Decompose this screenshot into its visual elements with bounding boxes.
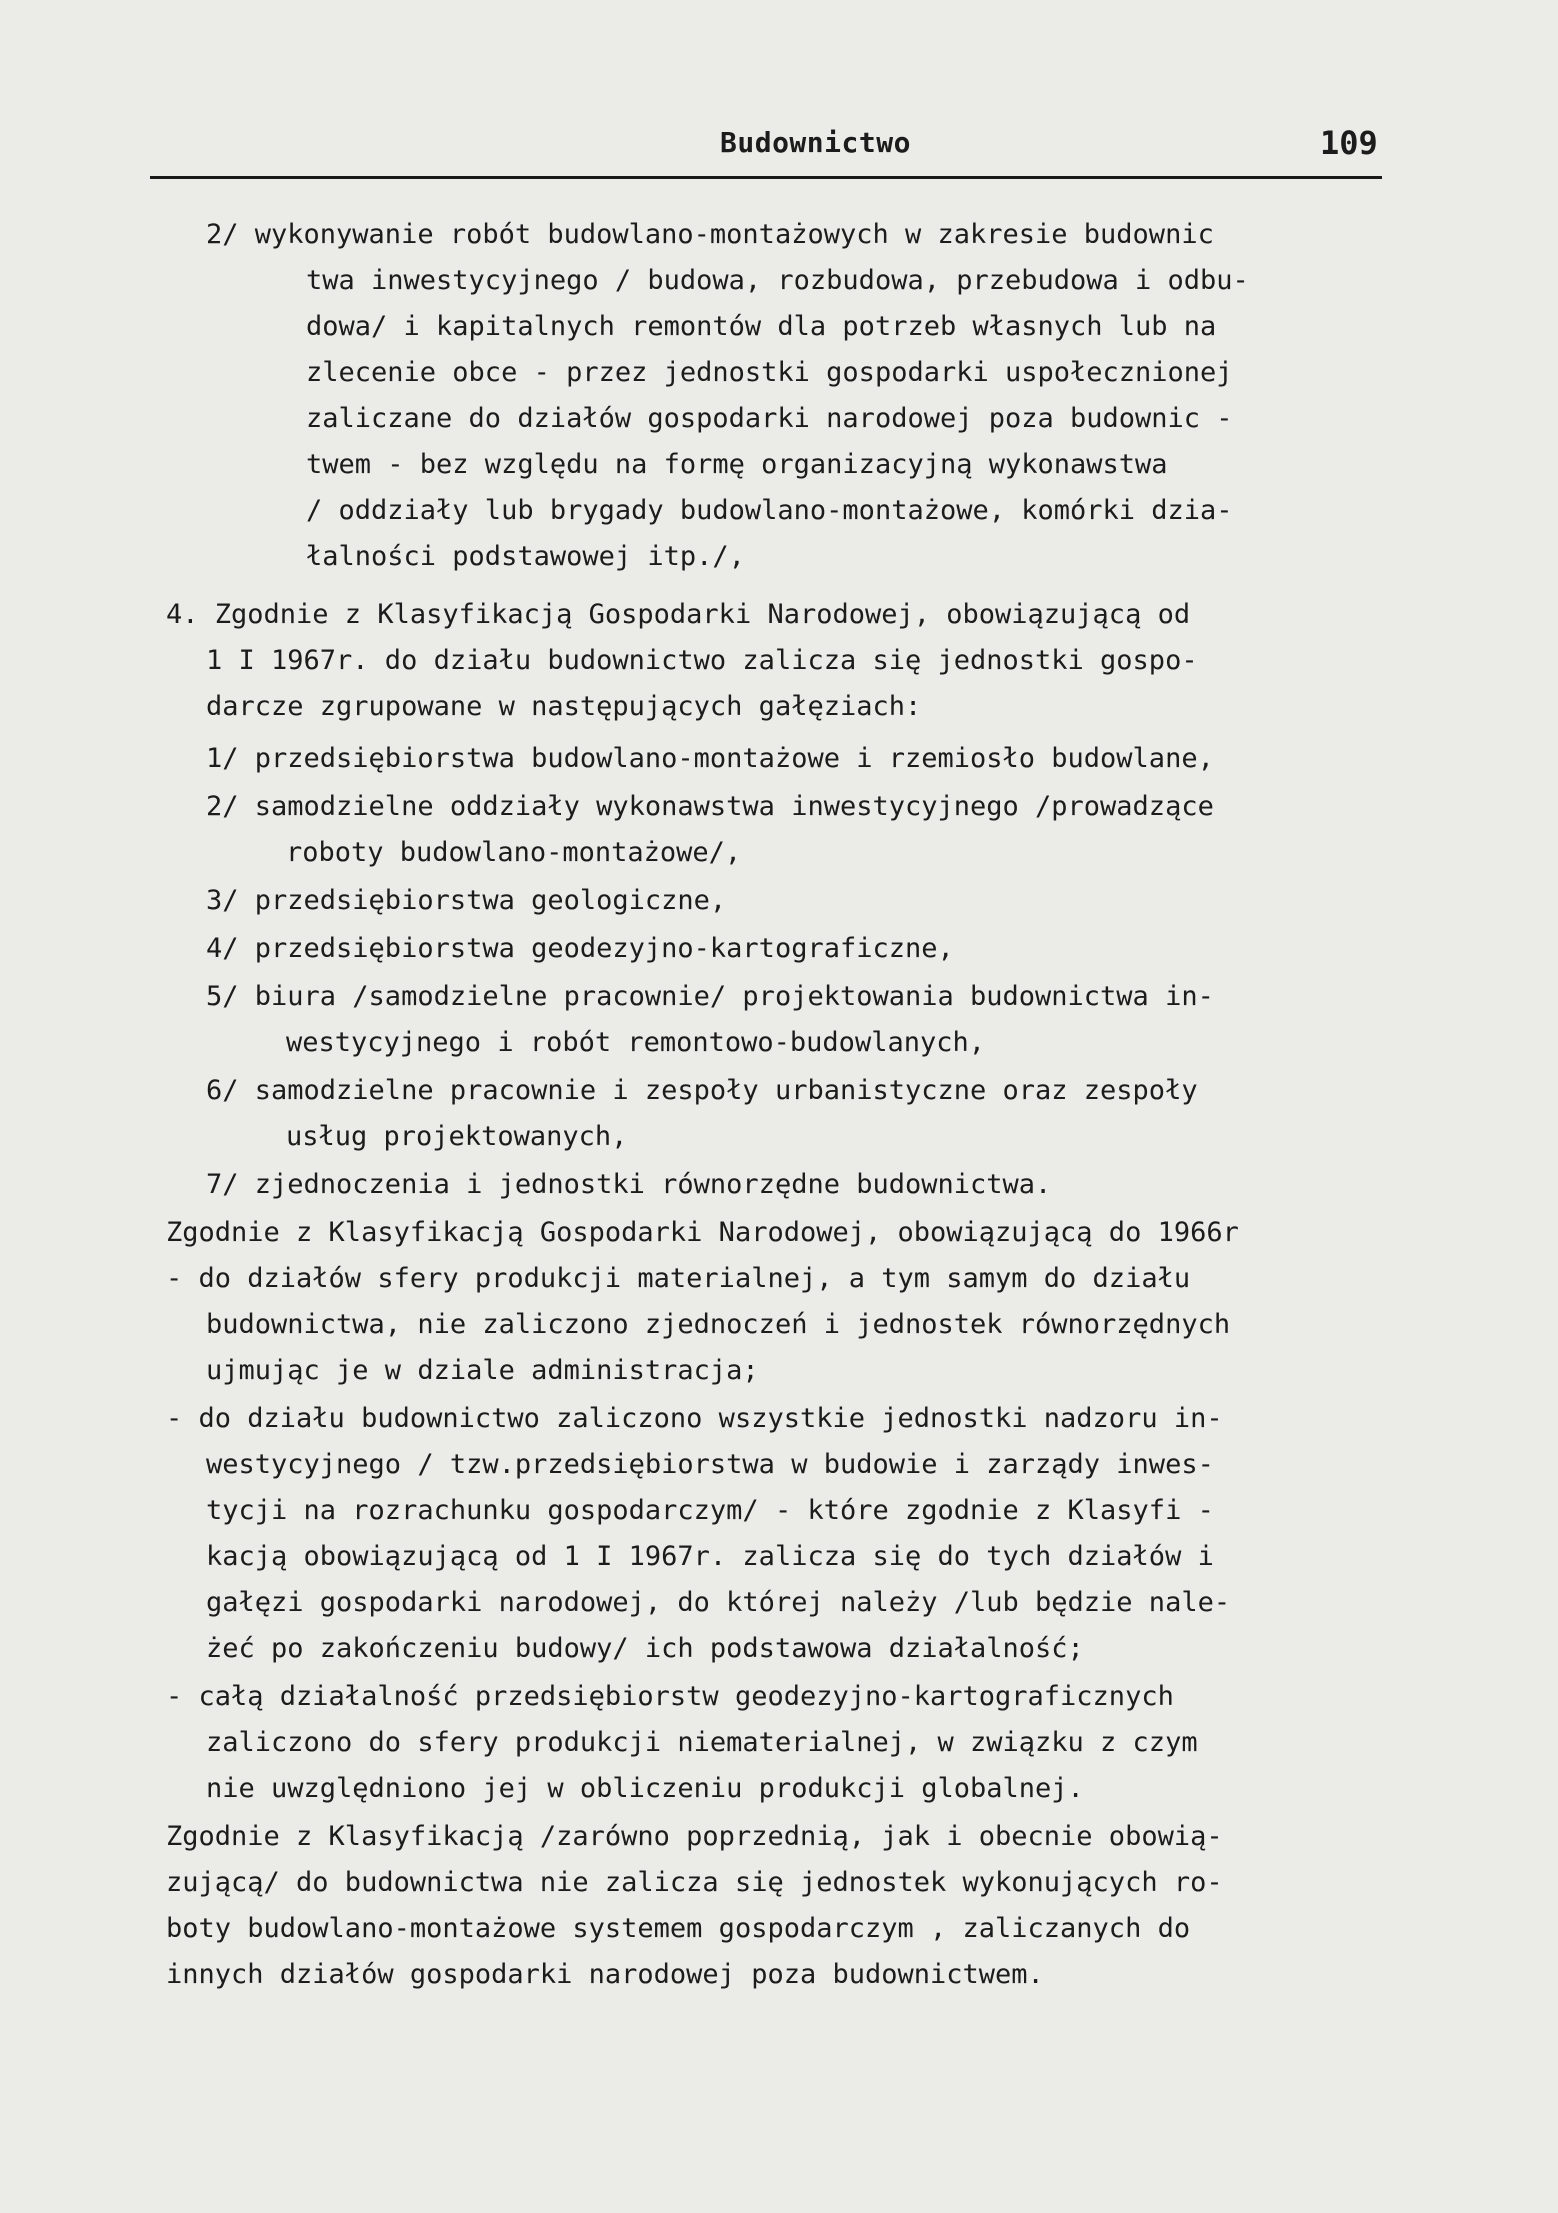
text-line: twem - bez względu na formę organizacyjną wykonawstwa [306, 449, 1168, 480]
text-line: 7/ zjednoczenia i jednostki równorzędne budownictwa. [206, 1169, 1052, 1200]
text-line: westycyjnego / tzw.przedsiębiorstwa w budowie i zarządy inwes- [206, 1449, 1214, 1480]
text-line: gałęzi gospodarki narodowej, do której należy /lub będzie nale- [206, 1587, 1231, 1618]
text-line: 2/ samodzielne oddziały wykonawstwa inwestycyjnego /prowadzące [206, 791, 1214, 822]
text-line: darcze zgrupowane w następujących gałęziach: [206, 691, 922, 722]
text-line: innych działów gospodarki narodowej poza budownictwem. [166, 1959, 1044, 1990]
text-line: żeć po zakończeniu budowy/ ich podstawowa działalność; [206, 1633, 1084, 1664]
text-line: Zgodnie z Klasyfikacją /zarówno poprzednią, jak i obecnie obowią- [166, 1821, 1223, 1852]
text-line: roboty budowlano-montażowe/, [286, 837, 742, 868]
text-line: 6/ samodzielne pracownie i zespoły urbanistyczne oraz zespoły [206, 1075, 1198, 1106]
text-line: - całą działalność przedsiębiorstw geodezyjno-kartograficznych [166, 1681, 1174, 1712]
text-line: zującą/ do budownictwa nie zalicza się jednostek wykonujących ro- [166, 1867, 1223, 1898]
text-line: 1/ przedsiębiorstwa budowlano-montażowe i rzemiosło budowlane, [206, 743, 1214, 774]
text-line: nie uwzględniono jej w obliczeniu produkcji globalnej. [206, 1773, 1084, 1804]
text-line: boty budowlano-montażowe systemem gospodarczym , zaliczanych do [166, 1913, 1191, 1944]
running-header-title: Budownictwo [720, 126, 911, 159]
text-line: Zgodnie z Klasyfikacją Gospodarki Narodowej, obowiązującą do 1966r [166, 1217, 1239, 1248]
text-line: 4/ przedsiębiorstwa geodezyjno-kartograficzne, [206, 933, 954, 964]
text-line: 3/ przedsiębiorstwa geologiczne, [206, 885, 727, 916]
text-line: zlecenie obce - przez jednostki gospodarki uspołecznionej [306, 357, 1233, 388]
text-line: 1 I 1967r. do działu budownictwo zalicza się jednostki gospo- [206, 645, 1198, 676]
text-line: kacją obowiązującą od 1 I 1967r. zalicza się do tych działów i [206, 1541, 1214, 1572]
text-line: twa inwestycyjnego / budowa, rozbudowa, przebudowa i odbu- [306, 265, 1249, 296]
page-number: 109 [1320, 124, 1378, 162]
text-line: łalności podstawowej itp./, [306, 541, 745, 572]
text-line: budownictwa, nie zaliczono zjednoczeń i jednostek równorzędnych [206, 1309, 1231, 1340]
text-line: 5/ biura /samodzielne pracownie/ projektowania budownictwa in- [206, 981, 1214, 1012]
text-line: / oddziały lub brygady budowlano-montażowe, komórki dzia- [306, 495, 1233, 526]
text-line: tycji na rozrachunku gospodarczym/ - które zgodnie z Klasyfi - [206, 1495, 1214, 1526]
text-line: zaliczono do sfery produkcji niematerialnej, w związku z czym [206, 1727, 1198, 1758]
text-line: 2/ wykonywanie robót budowlano-montażowych w zakresie budownic [206, 219, 1214, 250]
text-line: westycyjnego i robót remontowo-budowlanych, [286, 1027, 985, 1058]
text-line: usług projektowanych, [286, 1121, 628, 1152]
text-line: dowa/ i kapitalnych remontów dla potrzeb własnych lub na [306, 311, 1217, 342]
text-line: 4. Zgodnie z Klasyfikacją Gospodarki Narodowej, obowiązującą od [166, 599, 1191, 630]
text-line: zaliczane do działów gospodarki narodowej poza budownic - [306, 403, 1233, 434]
text-line: - do działów sfery produkcji materialnej, a tym samym do działu [166, 1263, 1191, 1294]
text-line: ujmując je w dziale administracja; [206, 1355, 759, 1386]
text-line: - do działu budownictwo zaliczono wszystkie jednostki nadzoru in- [166, 1403, 1223, 1434]
